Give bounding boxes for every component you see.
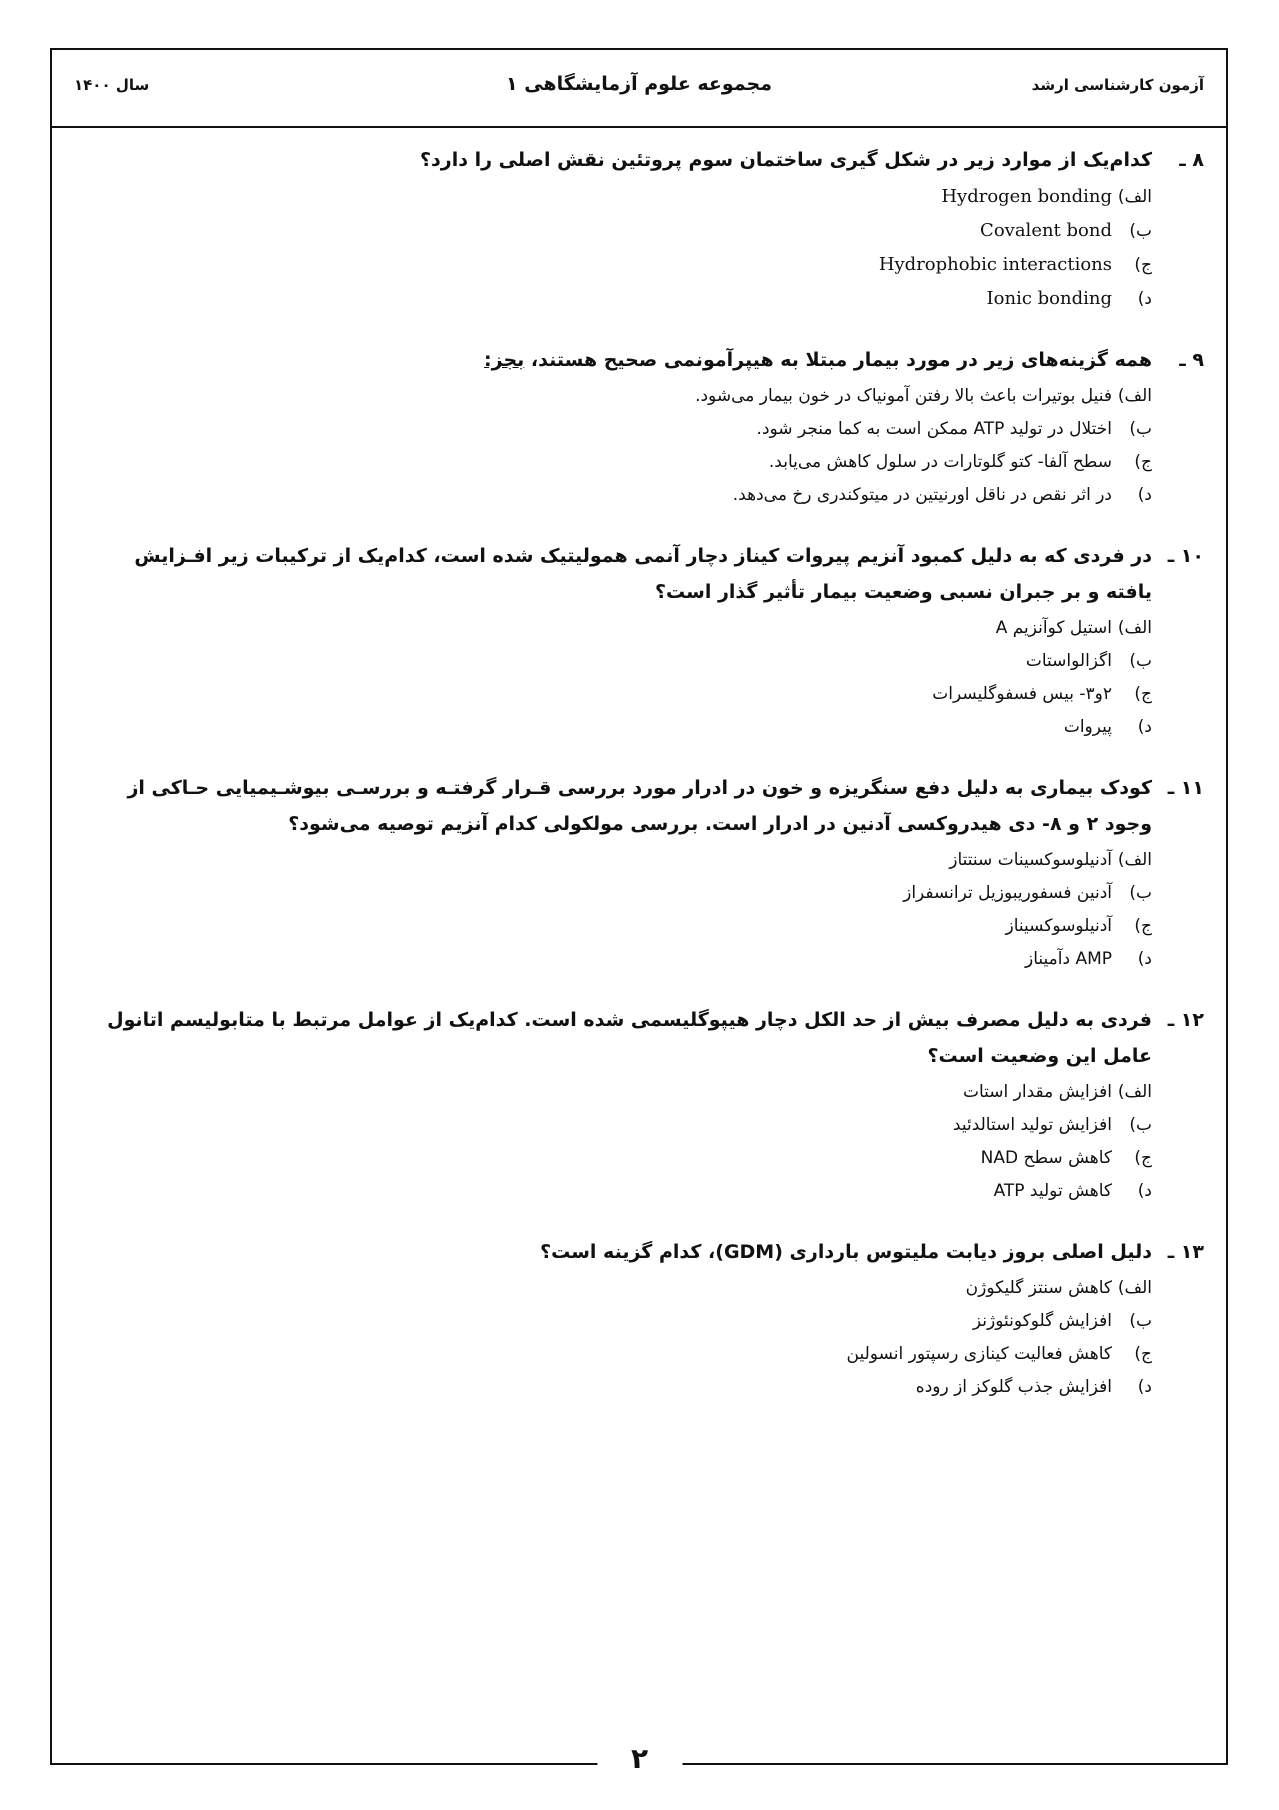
option-letter: د) <box>1137 485 1152 505</box>
option-item <box>84 282 1152 316</box>
questions-list <box>84 142 1204 1430</box>
option-text: کاهش تولید ATP <box>993 1181 1112 1201</box>
option-item <box>84 678 1152 711</box>
option-letter: ج) <box>1134 255 1152 275</box>
option-text: افزایش مقدار استات <box>962 1082 1112 1102</box>
options-list <box>84 844 1152 976</box>
option-letter: ب) <box>1129 419 1152 439</box>
option-letter: ب) <box>1129 221 1152 241</box>
option-item <box>84 248 1152 282</box>
option-letter: الف) <box>1117 187 1152 207</box>
option-letter: د) <box>1137 289 1152 309</box>
page-header <box>52 50 1226 128</box>
option-text: Covalent bond <box>980 220 1112 241</box>
option-item <box>84 1305 1152 1338</box>
option-letter: الف) <box>1117 386 1152 406</box>
option-text: اگزالواستات <box>1025 651 1112 671</box>
option-letter: ب) <box>1129 651 1152 671</box>
question-text: کودک بیماری به دلیل دفع سنگریزه و خون در ادرار مورد بررسی قـرار گرفتـه و بررسـی بیوشـیمیایی حـاکی از وجود ۲ و ۸- دی هیدروکسی آدنین در ادرار است. بررسی مولکولی کدام آنزیم توصیه می‌شود؟ <box>127 777 1152 835</box>
question-number: ۱۱ ـ <box>1167 777 1204 799</box>
option-item <box>84 1338 1152 1371</box>
option-letter: الف) <box>1117 618 1152 638</box>
question-text <box>84 342 1152 378</box>
question-number: ۱۰ ـ <box>1167 545 1204 567</box>
question-number: ۱۳ ـ <box>1167 1241 1204 1263</box>
option-text: آدنیلوسوکسینات سنتتاز <box>949 850 1112 870</box>
exam-name: آزمون کارشناسی ارشد <box>1031 76 1204 94</box>
option-text: کاهش سطح NAD <box>980 1148 1112 1168</box>
question-text: دلیل اصلی بروز دیابت ملیتوس بارداری (GDM)، کدام گزینه است؟ <box>540 1241 1152 1263</box>
option-text: AMP دآمیناز <box>1024 949 1112 969</box>
option-item <box>84 1142 1152 1175</box>
option-letter: د) <box>1137 717 1152 737</box>
option-text: Ionic bonding <box>986 288 1112 309</box>
option-letter: ب) <box>1129 1311 1152 1331</box>
option-item <box>84 910 1152 943</box>
option-item <box>84 446 1152 479</box>
option-item <box>84 1175 1152 1208</box>
option-text: افزایش جذب گلوکز از روده <box>915 1377 1112 1397</box>
option-text: کاهش فعالیت کینازی رسپتور انسولین <box>846 1344 1112 1364</box>
option-text: سطح آلفا- کتو گلوتارات در سلول کاهش می‌یابد. <box>768 452 1112 472</box>
question-number: ۱۲ ـ <box>1167 1009 1204 1031</box>
question-11 <box>84 770 1204 976</box>
option-letter: ج) <box>1134 452 1152 472</box>
option-item <box>84 1272 1152 1305</box>
option-text: پیروات <box>1063 717 1112 737</box>
question-10 <box>84 538 1204 744</box>
options-list <box>84 1076 1152 1208</box>
option-letter: ب) <box>1129 1115 1152 1135</box>
options-list <box>84 180 1152 316</box>
option-item <box>84 479 1152 512</box>
option-item <box>84 612 1152 645</box>
option-text: افزایش تولید استالدئید <box>952 1115 1112 1135</box>
option-text: استیل کوآنزیم A <box>995 618 1112 638</box>
option-item <box>84 413 1152 446</box>
question-text-except: بجز: <box>484 349 525 371</box>
option-text: ۲و۳- بیس فسفوگلیسرات <box>932 684 1112 704</box>
option-item <box>84 943 1152 976</box>
options-list <box>84 380 1152 512</box>
option-letter: الف) <box>1117 1082 1152 1102</box>
option-item <box>84 180 1152 214</box>
exam-subject-title: مجموعه علوم آزمایشگاهی ۱ <box>505 73 773 95</box>
exam-year: سال ۱۴۰۰ <box>74 76 150 94</box>
question-12 <box>84 1002 1204 1208</box>
question-text: فردی به دلیل مصرف بیش از حد الکل دچار هیپوگلیسمی شده است. کدام‌یک از عوامل مرتبط با متابولیسم اتانول عامل این وضعیت است؟ <box>107 1009 1152 1067</box>
option-letter: ج) <box>1134 916 1152 936</box>
option-text: فنیل بوتیرات باعث بالا رفتن آمونیاک در خون بیمار می‌شود. <box>695 386 1112 406</box>
option-item <box>84 214 1152 248</box>
option-item <box>84 645 1152 678</box>
option-letter: ج) <box>1134 1148 1152 1168</box>
question-13 <box>84 1234 1204 1404</box>
option-item <box>84 877 1152 910</box>
option-letter: ج) <box>1134 684 1152 704</box>
option-letter: د) <box>1137 1181 1152 1201</box>
option-text: افزایش گلوکونئوژنز <box>972 1311 1112 1331</box>
option-item <box>84 711 1152 744</box>
option-letter: د) <box>1137 1377 1152 1397</box>
question-number: ۹ ـ <box>1179 349 1204 371</box>
option-item <box>84 1076 1152 1109</box>
option-item <box>84 844 1152 877</box>
options-list <box>84 1272 1152 1404</box>
option-text: در اثر نقص در ناقل اورنیتین در میتوکندری رخ می‌دهد. <box>732 485 1112 505</box>
question-number: ۸ ـ <box>1179 149 1204 171</box>
option-letter: ب) <box>1129 883 1152 903</box>
options-list <box>84 612 1152 744</box>
question-8 <box>84 142 1204 316</box>
option-letter: الف) <box>1117 1278 1152 1298</box>
option-item <box>84 380 1152 413</box>
option-text: Hydrogen bonding <box>941 186 1112 207</box>
option-text: آدنین فسفوریبوزیل ترانسفراز <box>903 883 1112 903</box>
option-item <box>84 1371 1152 1404</box>
question-text-main: همه گزینه‌های زیر در مورد بیمار مبتلا به هیپرآمونمی صحیح هستند، <box>530 349 1152 371</box>
option-letter: د) <box>1137 949 1152 969</box>
option-letter: ج) <box>1134 1344 1152 1364</box>
option-text: آدنیلوسوکسیناز <box>1005 916 1112 936</box>
question-9 <box>84 342 1204 512</box>
option-text: اختلال در تولید ATP ممکن است به کما منجر شود. <box>756 419 1112 439</box>
option-text: Hydrophobic interactions <box>878 254 1112 275</box>
page-number: ۲ <box>597 1742 682 1775</box>
page-frame <box>50 48 1228 1765</box>
option-letter: الف) <box>1117 850 1152 870</box>
question-text: در فردی که به دلیل کمبود آنزیم پیروات کیناز دچار آنمی همولیتیک شده است، کدام‌یک از ترکیبات زیر افـزایش یافته و بر جبران نسبی وضعیت بیمار تأثیر گذار است؟ <box>134 545 1152 603</box>
option-item <box>84 1109 1152 1142</box>
option-text: کاهش سنتز گلیکوژن <box>965 1278 1112 1298</box>
question-text: کدام‌یک از موارد زیر در شکل گیری ساختمان سوم پروتئین نقش اصلی را دارد؟ <box>419 149 1152 171</box>
